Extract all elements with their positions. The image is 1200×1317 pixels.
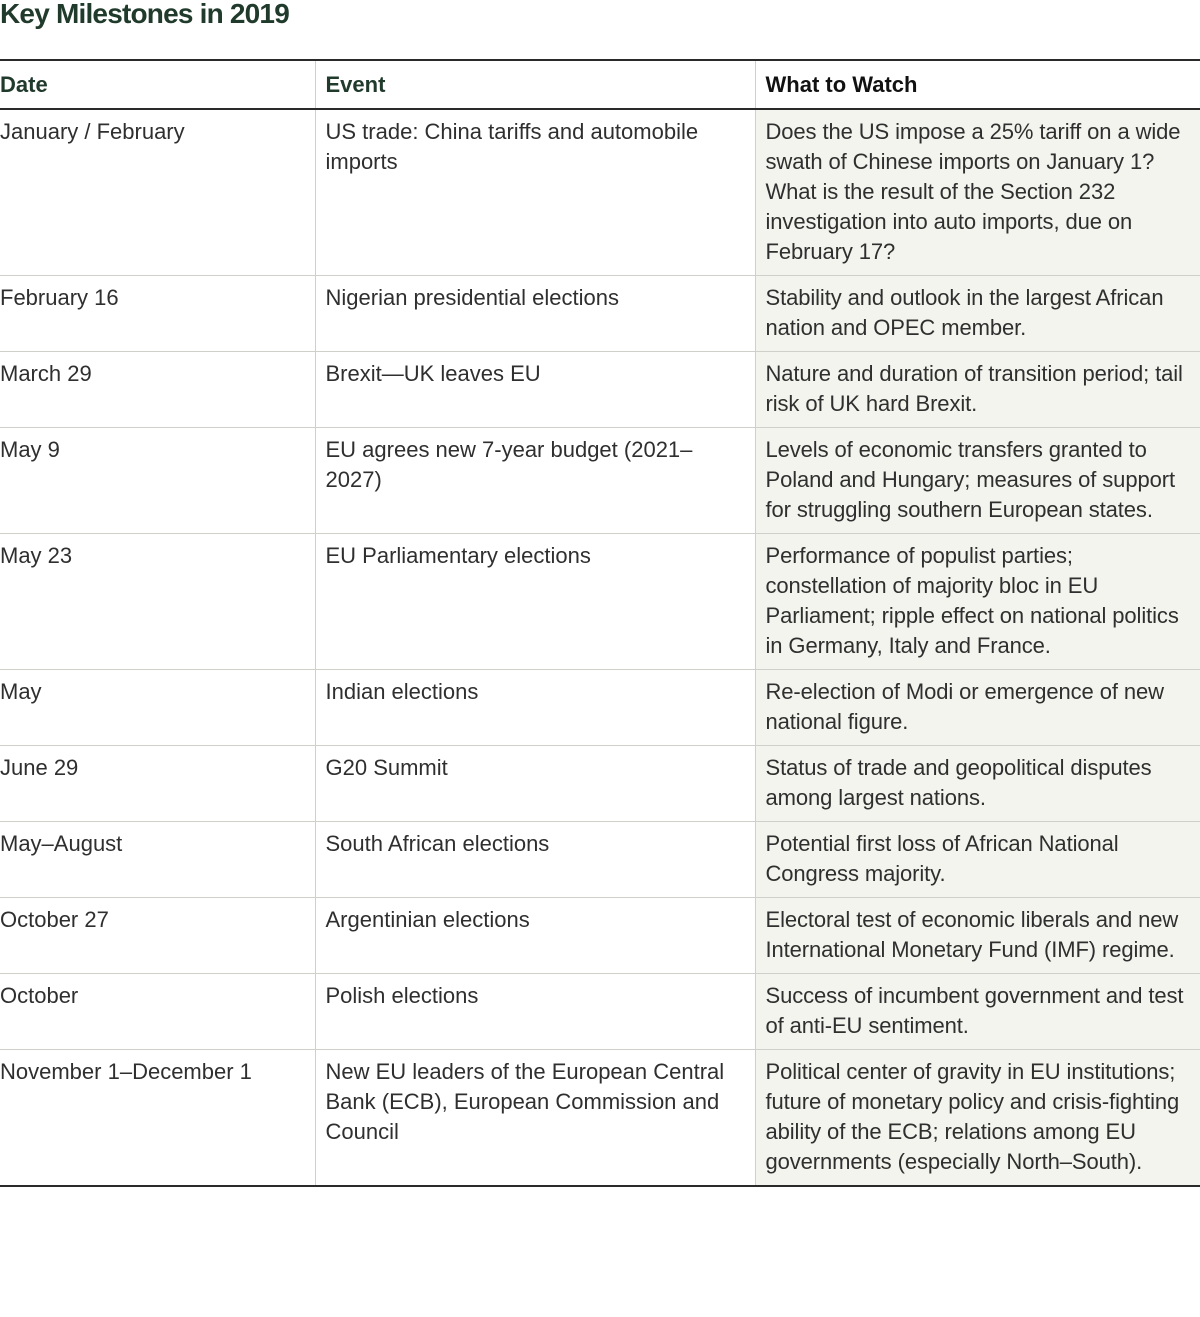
cell-event: Nigerian presidential elections bbox=[315, 276, 755, 352]
column-header-what-to-watch: What to Watch bbox=[755, 60, 1200, 109]
page-title: Key Milestones in 2019 bbox=[0, 0, 289, 29]
table-header-row bbox=[0, 60, 1200, 109]
column-header-date: Date bbox=[0, 60, 315, 109]
cell-event: South African elections bbox=[315, 822, 755, 898]
table-row bbox=[0, 898, 1200, 974]
cell-date: March 29 bbox=[0, 352, 315, 428]
table-row bbox=[0, 534, 1200, 670]
cell-event: Indian elections bbox=[315, 670, 755, 746]
cell-event: G20 Summit bbox=[315, 746, 755, 822]
column-header-event: Event bbox=[315, 60, 755, 109]
cell-what-to-watch: Electoral test of economic liberals and new International Monetary Fund (IMF) regime. bbox=[755, 898, 1200, 974]
cell-date: May–August bbox=[0, 822, 315, 898]
cell-date: May 23 bbox=[0, 534, 315, 670]
table-row bbox=[0, 974, 1200, 1050]
cell-date: November 1–December 1 bbox=[0, 1059, 252, 1084]
cell-what-to-watch: Stability and outlook in the largest African nation and OPEC member. bbox=[755, 276, 1200, 352]
cell-event: Brexit—UK leaves EU bbox=[315, 352, 755, 428]
cell-what-to-watch: Potential first loss of African National Congress majority. bbox=[755, 822, 1200, 898]
table-row bbox=[0, 109, 1200, 276]
cell-what-to-watch: Performance of populist parties; constellation of majority bloc in EU Parliament; ripple effect on national politics in Germany, Italy and France. bbox=[755, 534, 1200, 670]
cell-date: October bbox=[0, 974, 315, 1050]
cell-date: May bbox=[0, 670, 315, 746]
table-row bbox=[0, 428, 1200, 534]
cell-what-to-watch: Nature and duration of transition period; tail risk of UK hard Brexit. bbox=[755, 352, 1200, 428]
cell-date: February 16 bbox=[0, 276, 315, 352]
cell-date: January / February bbox=[0, 109, 315, 276]
table-row bbox=[0, 746, 1200, 822]
cell-what-to-watch: Does the US impose a 25% tariff on a wide swath of Chinese imports on January 1? What is the result of the Section 232 investigation into auto imports, due on February 17? bbox=[755, 109, 1200, 276]
cell-what-to-watch: Political center of gravity in EU institutions; future of monetary policy and crisis-fighting ability of the ECB; relations among EU governments (especially North–South). bbox=[755, 1050, 1200, 1187]
cell-what-to-watch: Status of trade and geopolitical disputes among largest nations. bbox=[755, 746, 1200, 822]
table-row bbox=[0, 822, 1200, 898]
cell-event: EU Parliamentary elections bbox=[315, 534, 755, 670]
table-row bbox=[0, 276, 1200, 352]
cell-event: New EU leaders of the European Central Bank (ECB), European Commission and Council bbox=[315, 1050, 755, 1187]
cell-what-to-watch: Re-election of Modi or emergence of new national figure. bbox=[755, 670, 1200, 746]
table-row bbox=[0, 352, 1200, 428]
cell-event: Argentinian elections bbox=[315, 898, 755, 974]
table-row bbox=[0, 670, 1200, 746]
cell-what-to-watch: Success of incumbent government and test of anti-EU sentiment. bbox=[755, 974, 1200, 1050]
cell-date: May 9 bbox=[0, 428, 315, 534]
cell-date: October 27 bbox=[0, 898, 315, 974]
table-row bbox=[0, 1050, 1200, 1187]
cell-date: June 29 bbox=[0, 746, 315, 822]
cell-what-to-watch: Levels of economic transfers granted to Poland and Hungary; measures of support for struggling southern European states. bbox=[755, 428, 1200, 534]
cell-event: Polish elections bbox=[315, 974, 755, 1050]
cell-event: EU agrees new 7-year budget (2021–2027) bbox=[315, 428, 755, 534]
cell-event: US trade: China tariffs and automobile imports bbox=[315, 109, 755, 276]
milestones-table bbox=[0, 59, 1200, 1187]
